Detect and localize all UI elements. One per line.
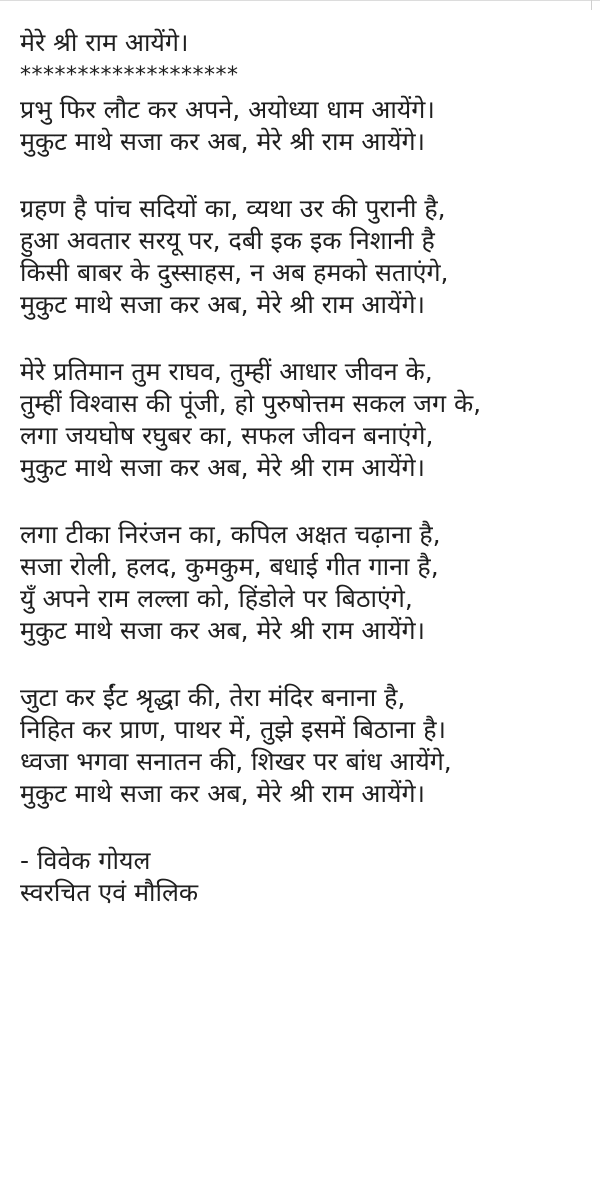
- poem-line: मेरे प्रतिमान तुम राघव, तुम्हीं आधार जीवन के,: [20, 357, 433, 386]
- originality-note: स्वरचित एवं मौलिक: [20, 878, 199, 907]
- poem-line: लगा जयघोष रघुबर का, सफल जीवन बनाएंगे,: [20, 421, 434, 450]
- poem-line: हुआ अवतार सरयू पर, दबी इक इक निशानी है: [20, 226, 435, 255]
- poem-line: निहित कर प्राण, पाथर में, तुझे इसमें बिठाना है।: [20, 715, 446, 744]
- poem-line: प्रभु फिर लौट कर अपने, अयोध्या धाम आयेंगे।: [20, 95, 435, 124]
- top-divider: [0, 0, 600, 1]
- poem-line: मुकुट माथे सजा कर अब, मेरे श्री राम आयेंगे।: [20, 453, 425, 482]
- separator-stars: *******************: [20, 63, 239, 88]
- poem-line: मुकुट माथे सजा कर अब, मेरे श्री राम आयेंगे।: [20, 779, 425, 808]
- signature-block: [20, 845, 595, 909]
- poem-body: [20, 26, 595, 909]
- poem-line: ग्रहण है पांच सदियों का, व्यथा उर की पुरानी है,: [20, 194, 446, 223]
- poem-line: मुकुट माथे सजा कर अब, मेरे श्री राम आयेंगे।: [20, 127, 425, 156]
- poem-line: मुकुट माथे सजा कर अब, मेरे श्री राम आयेंगे।: [20, 616, 425, 645]
- poem-line: युँ अपने राम लल्ला को, हिंडोले पर बिठाएंगे,: [20, 584, 413, 613]
- poem-line: तुम्हीं विश्वास की पूंजी, हो पुरुषोत्तम सकल जग के,: [20, 389, 482, 418]
- poem-line: किसी बाबर के दुस्साहस, न अब हमको सताएंगे,: [20, 258, 449, 287]
- stanza-3: [20, 356, 595, 484]
- poem-line: सजा रोली, हलद, कुमकुम, बधाई गीत गाना है,: [20, 552, 439, 581]
- poem-title: मेरे श्री राम आयेंगे।: [20, 28, 189, 57]
- poem-line: लगा टीका निरंजन का, कपिल अक्षत चढ़ाना है,: [20, 520, 441, 549]
- poem-line: जुटा कर ईंट श्रृद्धा की, तेरा मंदिर बनाना है,: [20, 683, 406, 712]
- poem-line: मुकुट माथे सजा कर अब, मेरे श्री राम आयेंगे।: [20, 290, 425, 319]
- author-name: - विवेक गोयल: [20, 846, 151, 875]
- right-edge: [591, 0, 592, 10]
- stanza-5: [20, 682, 595, 810]
- stanza-2: [20, 193, 595, 321]
- stanza-1: [20, 94, 595, 158]
- poem-line: ध्वजा भगवा सनातन की, शिखर पर बांध आयेंगे,: [20, 747, 452, 776]
- stanza-4: [20, 519, 595, 647]
